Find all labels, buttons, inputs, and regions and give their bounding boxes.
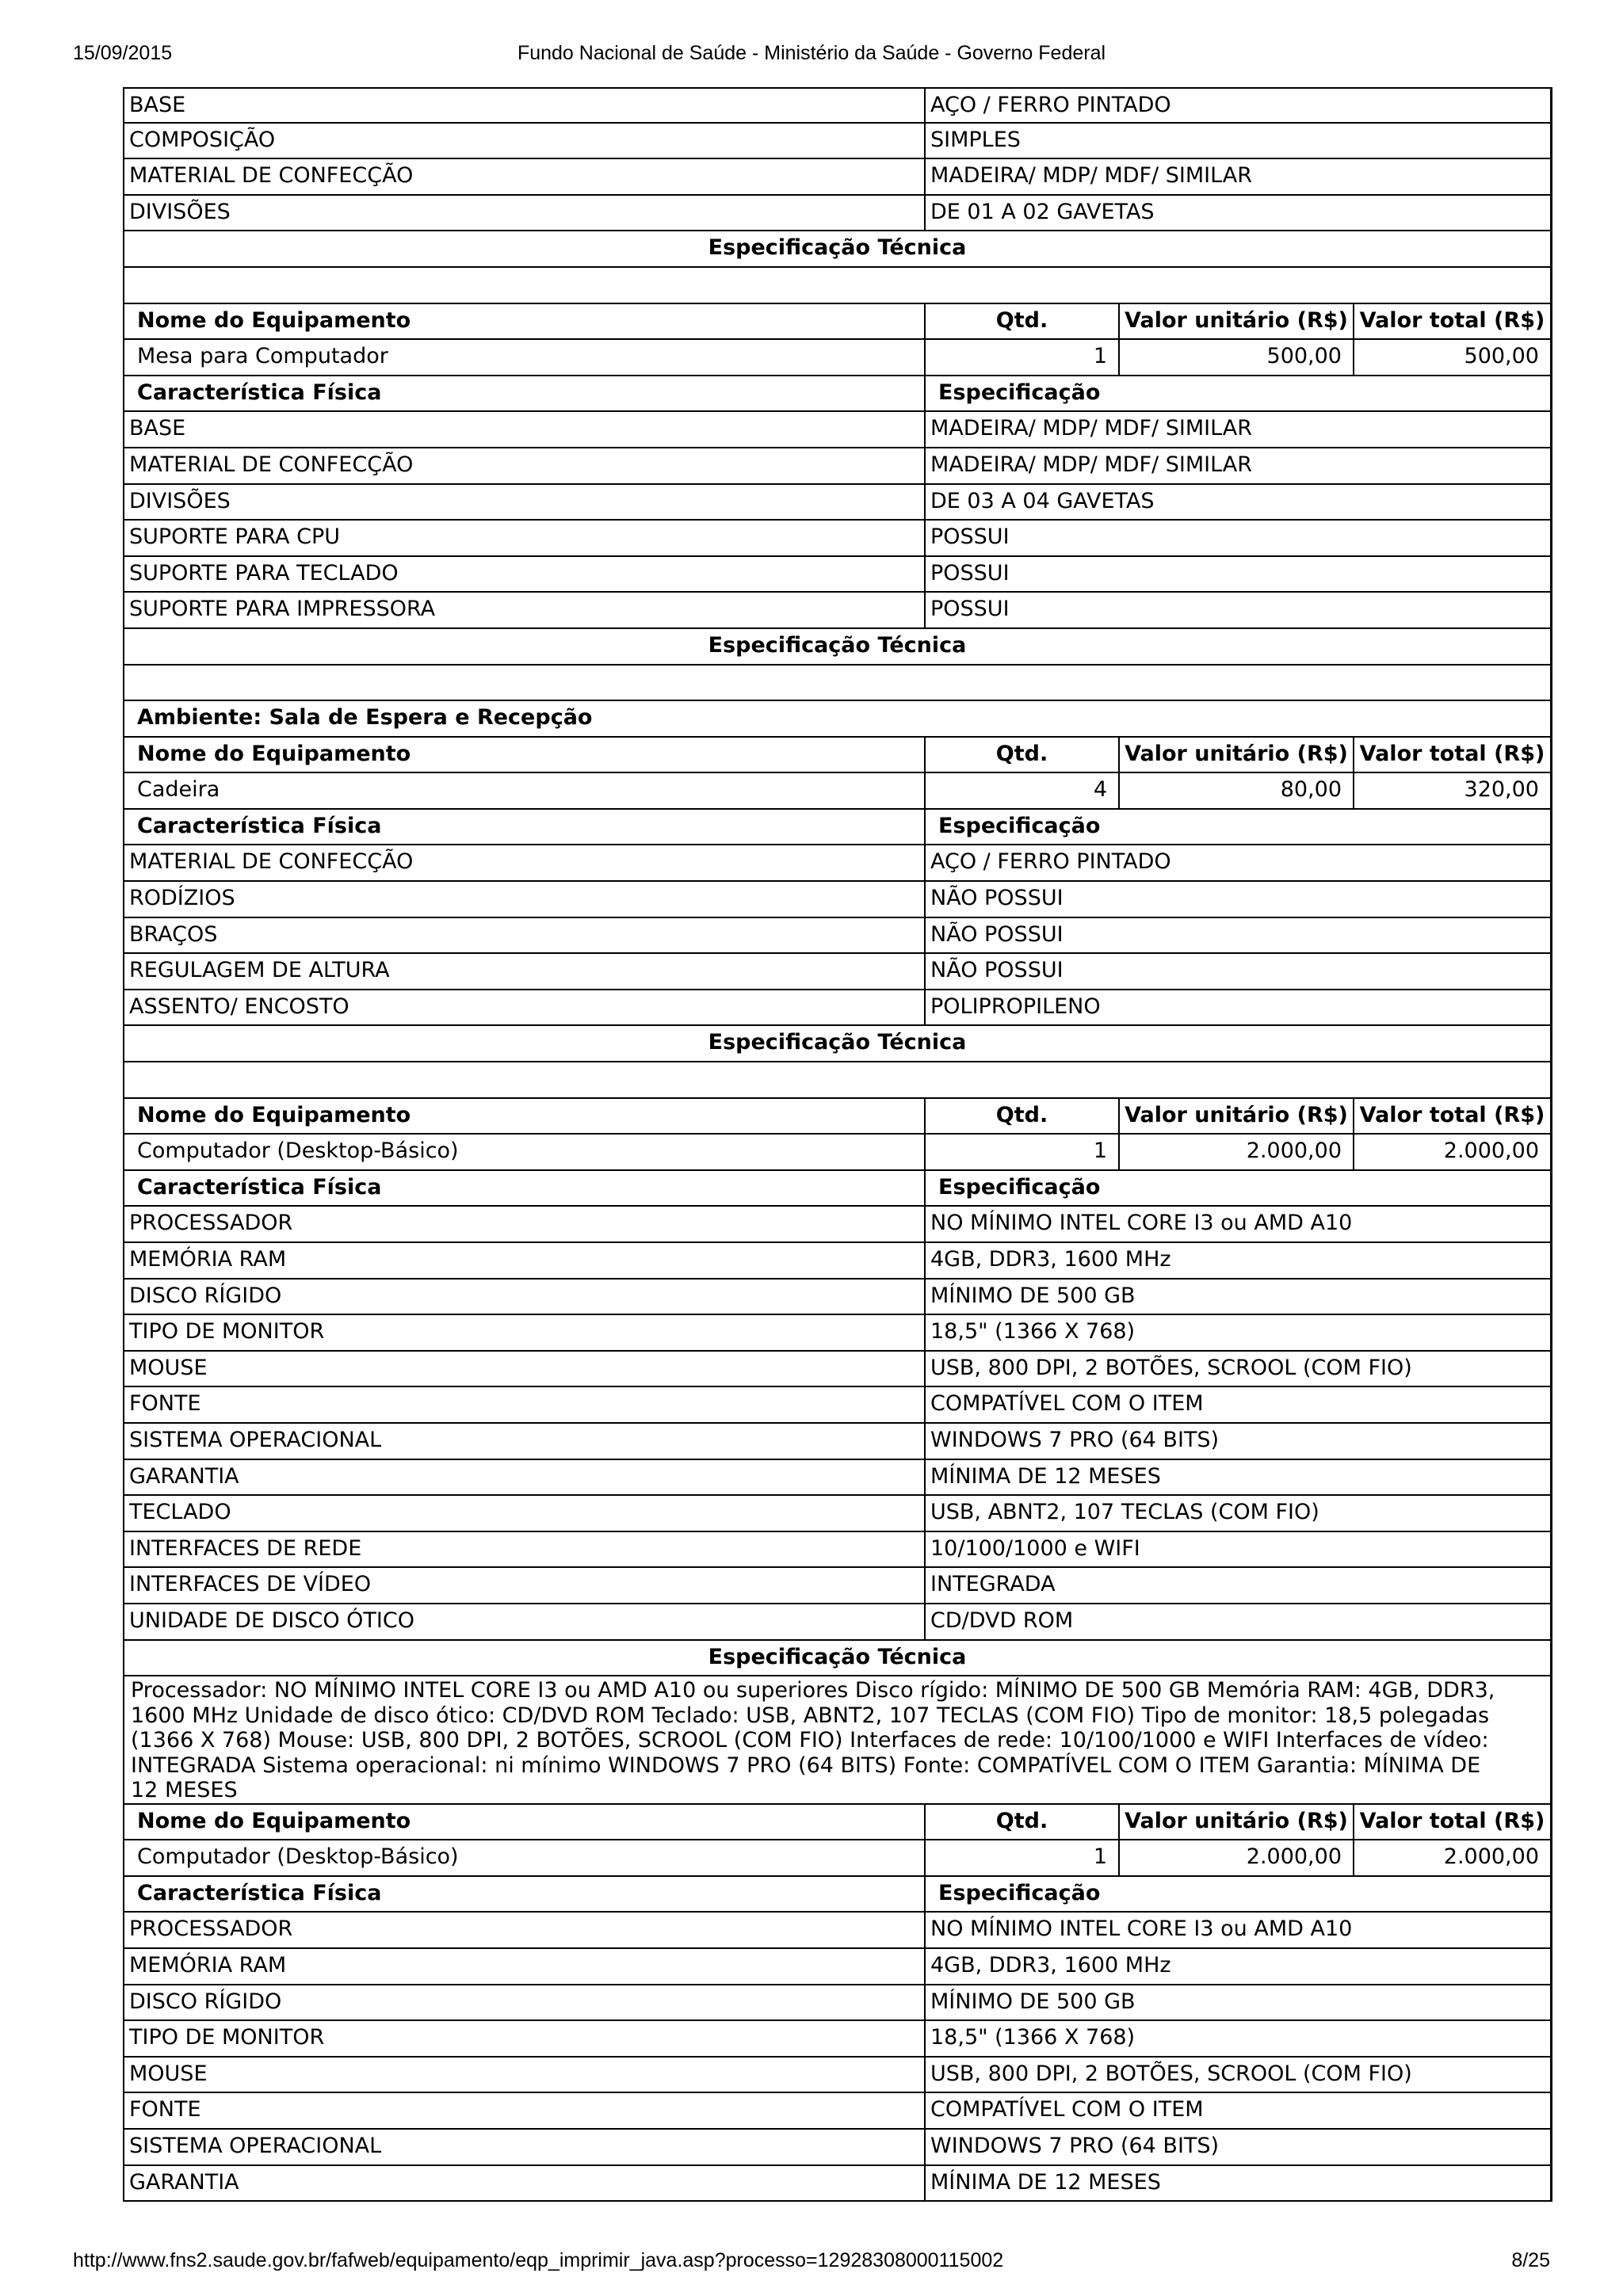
environment-title: Ambiente: Sala de Espera e Recepção bbox=[137, 705, 593, 730]
table-row bbox=[123, 1913, 1552, 1949]
equipment-name: Mesa para Computador bbox=[137, 344, 388, 369]
header-equipment-name: Nome do Equipamento bbox=[137, 1102, 411, 1127]
spec-description-line: 1600 MHz Unidade de disco ótico: CD/DVD ROM Teclado: USB, ABNT2, 107 TECLAS (COM FIO) Tipo de monitor: 18,5 polegadas bbox=[131, 1703, 1490, 1728]
characteristic-name: RODÍZIOS bbox=[129, 886, 235, 911]
characteristic-name: MEMÓRIA RAM bbox=[129, 1247, 287, 1272]
characteristic-value: MÍNIMO DE 500 GB bbox=[924, 1985, 1550, 2020]
empty-row bbox=[123, 268, 1552, 304]
characteristic-value: USB, 800 DPI, 2 BOTÕES, SCROOL (COM FIO) bbox=[924, 1352, 1550, 1386]
equipment-unit-value: 500,00 bbox=[1118, 340, 1353, 375]
characteristic-name: DIVISÕES bbox=[129, 199, 231, 224]
characteristic-value: COMPATÍVEL COM O ITEM bbox=[924, 2093, 1550, 2128]
characteristic-name: MATERIAL DE CONFECÇÃO bbox=[129, 452, 414, 477]
header-characteristic: Característica Física bbox=[137, 1880, 382, 1905]
equipment-total-value: 320,00 bbox=[1353, 773, 1550, 808]
page-title: Fundo Nacional de Saúde - Ministério da Saúde - Governo Federal bbox=[517, 42, 1106, 64]
spec-title-row bbox=[123, 231, 1552, 268]
characteristic-name: SUPORTE PARA IMPRESSORA bbox=[129, 597, 436, 622]
spec-description-line: (1366 X 768) Mouse: USB, 800 DPI, 2 BOTÕES, SCROOL (COM FIO) Interfaces de rede: 10/100/1000 e WIFI Interfaces de vídeo: bbox=[131, 1728, 1489, 1753]
characteristic-value: CD/DVD ROM bbox=[924, 1604, 1550, 1639]
characteristic-value: 18,5" (1366 X 768) bbox=[924, 1315, 1550, 1350]
table-row bbox=[123, 1387, 1552, 1424]
characteristic-value: POSSUI bbox=[924, 593, 1550, 627]
empty-cell bbox=[124, 268, 1550, 303]
characteristic-value: MÍNIMA DE 12 MESES bbox=[924, 1460, 1550, 1495]
equipment-unit-value: 2.000,00 bbox=[1118, 1840, 1353, 1875]
table-row bbox=[123, 485, 1552, 521]
characteristic-value: DE 03 A 04 GAVETAS bbox=[924, 485, 1550, 520]
table-row bbox=[123, 124, 1552, 160]
equipment-qtd: 1 bbox=[924, 340, 1118, 375]
header-characteristic: Característica Física bbox=[137, 813, 382, 838]
characteristic-value: WINDOWS 7 PRO (64 BITS) bbox=[924, 1424, 1550, 1459]
table-row bbox=[123, 412, 1552, 448]
characteristic-name: PROCESSADOR bbox=[129, 1211, 293, 1236]
characteristic-name: MEMÓRIA RAM bbox=[129, 1953, 287, 1978]
characteristic-header-row bbox=[123, 1171, 1552, 1207]
equipment-unit-value: 80,00 bbox=[1118, 773, 1353, 808]
table-row bbox=[123, 1532, 1552, 1569]
empty-row bbox=[123, 666, 1552, 702]
page-url: http://www.fns2.saude.gov.br/fafweb/equipamento/eqp_imprimir_java.asp?processo=12928308000115002 bbox=[73, 2249, 1004, 2271]
header-total-value: Valor total (R$) bbox=[1353, 1099, 1550, 1134]
table-row bbox=[123, 1207, 1552, 1243]
header-unit-value: Valor unitário (R$) bbox=[1118, 738, 1353, 772]
characteristic-value: 4GB, DDR3, 1600 MHz bbox=[924, 1949, 1550, 1984]
spec-title: Especificação Técnica bbox=[708, 632, 967, 658]
characteristic-name: PROCESSADOR bbox=[129, 1917, 293, 1942]
spec-title: Especificação Técnica bbox=[708, 235, 967, 261]
characteristic-name: GARANTIA bbox=[129, 1463, 239, 1489]
characteristic-name: BASE bbox=[129, 93, 186, 117]
header-specification: Especificação bbox=[924, 1171, 1550, 1206]
header-qtd: Qtd. bbox=[924, 304, 1118, 339]
spec-description-line: INTEGRADA Sistema operacional: ni mínimo WINDOWS 7 PRO (64 BITS) Fonte: COMPATÍVEL COM O ITEM Garantia: MÍNIMA DE bbox=[131, 1753, 1481, 1778]
characteristic-header-row bbox=[123, 376, 1552, 413]
header-total-value: Valor total (R$) bbox=[1353, 304, 1550, 339]
table-row bbox=[123, 1568, 1552, 1604]
equipment-header-row bbox=[123, 304, 1552, 341]
equipment-name: Computador (Desktop-Básico) bbox=[137, 1844, 459, 1870]
equipment-name: Computador (Desktop-Básico) bbox=[137, 1138, 459, 1164]
table-row bbox=[123, 2130, 1552, 2166]
equipment-qtd: 1 bbox=[924, 1840, 1118, 1875]
equipment-qtd: 4 bbox=[924, 773, 1118, 808]
table-row bbox=[123, 448, 1552, 485]
characteristic-value: MÍNIMA DE 12 MESES bbox=[924, 2166, 1550, 2201]
characteristic-name: ASSENTO/ ENCOSTO bbox=[129, 994, 349, 1019]
spec-title-row bbox=[123, 629, 1552, 666]
characteristic-name: SUPORTE PARA CPU bbox=[129, 524, 341, 550]
header-unit-value: Valor unitário (R$) bbox=[1118, 304, 1353, 339]
header-qtd: Qtd. bbox=[924, 1805, 1118, 1840]
characteristic-value: SIMPLES bbox=[924, 124, 1550, 158]
equipment-row bbox=[123, 340, 1552, 376]
characteristic-name: MATERIAL DE CONFECÇÃO bbox=[129, 163, 414, 189]
table-row bbox=[123, 918, 1552, 955]
header-qtd: Qtd. bbox=[924, 1099, 1118, 1134]
characteristic-value: AÇO / FERRO PINTADO bbox=[924, 89, 1550, 122]
header-equipment-name: Nome do Equipamento bbox=[137, 741, 411, 766]
characteristic-name: DISCO RÍGIDO bbox=[129, 1283, 282, 1308]
characteristic-value: MADEIRA/ MDP/ MDF/ SIMILAR bbox=[924, 412, 1550, 447]
table-row bbox=[123, 196, 1552, 232]
characteristic-value: COMPATÍVEL COM O ITEM bbox=[924, 1387, 1550, 1422]
header-characteristic: Característica Física bbox=[137, 379, 382, 405]
header-total-value: Valor total (R$) bbox=[1353, 738, 1550, 772]
characteristic-value: WINDOWS 7 PRO (64 BITS) bbox=[924, 2130, 1550, 2164]
table-row bbox=[123, 1424, 1552, 1460]
table-row bbox=[123, 2058, 1552, 2094]
characteristic-value: NO MÍNIMO INTEL CORE I3 ou AMD A10 bbox=[924, 1913, 1550, 1947]
table-row bbox=[123, 1243, 1552, 1280]
characteristic-value: AÇO / FERRO PINTADO bbox=[924, 845, 1550, 880]
characteristic-name: INTERFACES DE REDE bbox=[129, 1535, 362, 1561]
characteristic-name: DISCO RÍGIDO bbox=[129, 1989, 282, 2014]
characteristic-name: MATERIAL DE CONFECÇÃO bbox=[129, 849, 414, 875]
spec-description-line: 12 MESES bbox=[131, 1778, 238, 1803]
characteristic-name: COMPOSIÇÃO bbox=[129, 127, 276, 152]
equipment-row bbox=[123, 1135, 1552, 1171]
header-unit-value: Valor unitário (R$) bbox=[1118, 1099, 1353, 1134]
characteristic-value: MÍNIMO DE 500 GB bbox=[924, 1280, 1550, 1314]
table-row bbox=[123, 1496, 1552, 1532]
table-row bbox=[123, 1280, 1552, 1316]
characteristic-value: NO MÍNIMO INTEL CORE I3 ou AMD A10 bbox=[924, 1207, 1550, 1241]
characteristic-value: POLIPROPILENO bbox=[924, 990, 1550, 1025]
characteristic-header-row bbox=[123, 810, 1552, 846]
characteristic-name: SISTEMA OPERACIONAL bbox=[129, 2133, 382, 2158]
equipment-total-value: 500,00 bbox=[1353, 340, 1550, 375]
characteristic-name: GARANTIA bbox=[129, 2169, 239, 2195]
characteristic-value: MADEIRA/ MDP/ MDF/ SIMILAR bbox=[924, 159, 1550, 194]
characteristic-name: TECLADO bbox=[129, 1500, 231, 1525]
empty-cell bbox=[124, 666, 1550, 700]
characteristic-name: TIPO DE MONITOR bbox=[129, 2025, 325, 2050]
characteristic-value: POSSUI bbox=[924, 557, 1550, 592]
table-row bbox=[123, 159, 1552, 196]
spec-description bbox=[123, 1676, 1552, 1805]
characteristic-name: TIPO DE MONITOR bbox=[129, 1319, 325, 1344]
spec-description-line: Processador: NO MÍNIMO INTEL CORE I3 ou AMD A10 ou superiores Disco rígido: MÍNIMO DE 500 GB Memória RAM: 4GB, DDR3, bbox=[131, 1678, 1495, 1703]
characteristic-name: UNIDADE DE DISCO ÓTICO bbox=[129, 1608, 414, 1633]
table-row bbox=[123, 2093, 1552, 2130]
table-row bbox=[123, 593, 1552, 629]
equipment-header-row bbox=[123, 738, 1552, 774]
table-row bbox=[123, 2021, 1552, 2058]
characteristic-name: FONTE bbox=[129, 1391, 201, 1417]
characteristic-name: REGULAGEM DE ALTURA bbox=[129, 958, 390, 983]
characteristic-name: BASE bbox=[129, 416, 186, 441]
characteristic-name: DIVISÕES bbox=[129, 488, 231, 513]
spec-title: Especificação Técnica bbox=[708, 1030, 967, 1055]
table-row bbox=[123, 1949, 1552, 1985]
header-characteristic: Característica Física bbox=[137, 1174, 382, 1199]
spec-title-row bbox=[123, 1641, 1552, 1677]
characteristic-value: USB, 800 DPI, 2 BOTÕES, SCROOL (COM FIO) bbox=[924, 2058, 1550, 2092]
characteristic-name: BRAÇOS bbox=[129, 921, 218, 947]
header-unit-value: Valor unitário (R$) bbox=[1118, 1805, 1353, 1840]
characteristic-value: POSSUI bbox=[924, 521, 1550, 555]
characteristic-value: 18,5" (1366 X 768) bbox=[924, 2021, 1550, 2056]
table-row bbox=[123, 1460, 1552, 1497]
empty-row bbox=[123, 1062, 1552, 1099]
table-row bbox=[123, 845, 1552, 882]
equipment-row bbox=[123, 773, 1552, 810]
environment-row bbox=[123, 701, 1552, 738]
print-date: 15/09/2015 bbox=[73, 42, 173, 64]
equipment-table bbox=[123, 87, 1552, 2234]
spec-title: Especificação Técnica bbox=[708, 1644, 967, 1669]
characteristic-value: 4GB, DDR3, 1600 MHz bbox=[924, 1243, 1550, 1278]
header-specification: Especificação bbox=[924, 1877, 1550, 1912]
equipment-header-row bbox=[123, 1805, 1552, 1841]
header-qtd: Qtd. bbox=[924, 738, 1118, 772]
characteristic-value: NÃO POSSUI bbox=[924, 954, 1550, 989]
header-specification: Especificação bbox=[924, 810, 1550, 845]
characteristic-value: INTEGRADA bbox=[924, 1568, 1550, 1603]
equipment-qtd: 1 bbox=[924, 1135, 1118, 1169]
table-row bbox=[123, 954, 1552, 990]
table-row bbox=[123, 557, 1552, 593]
characteristic-value: NÃO POSSUI bbox=[924, 882, 1550, 917]
characteristic-value: USB, ABNT2, 107 TECLAS (COM FIO) bbox=[924, 1496, 1550, 1531]
characteristic-value: MADEIRA/ MDP/ MDF/ SIMILAR bbox=[924, 448, 1550, 483]
characteristic-value: NÃO POSSUI bbox=[924, 918, 1550, 953]
header-total-value: Valor total (R$) bbox=[1353, 1805, 1550, 1840]
characteristic-value: DE 01 A 02 GAVETAS bbox=[924, 196, 1550, 231]
table-row bbox=[123, 1315, 1552, 1352]
spec-title-row bbox=[123, 1026, 1552, 1062]
table-row bbox=[123, 1985, 1552, 2022]
table-row bbox=[123, 1604, 1552, 1641]
equipment-row bbox=[123, 1840, 1552, 1877]
characteristic-header-row bbox=[123, 1877, 1552, 1913]
header-equipment-name: Nome do Equipamento bbox=[137, 1808, 411, 1833]
characteristic-name: SISTEMA OPERACIONAL bbox=[129, 1427, 382, 1452]
characteristic-name: MOUSE bbox=[129, 1355, 208, 1380]
characteristic-name: MOUSE bbox=[129, 2061, 208, 2086]
header-specification: Especificação bbox=[924, 376, 1550, 411]
equipment-total-value: 2.000,00 bbox=[1353, 1840, 1550, 1875]
table-row bbox=[123, 882, 1552, 918]
header-equipment-name: Nome do Equipamento bbox=[137, 307, 411, 333]
characteristic-name: SUPORTE PARA TECLADO bbox=[129, 560, 399, 585]
page-number: 8/25 bbox=[1511, 2249, 1550, 2271]
equipment-name: Cadeira bbox=[137, 777, 220, 803]
table-row bbox=[123, 87, 1552, 124]
characteristic-name: INTERFACES DE VÍDEO bbox=[129, 1572, 372, 1597]
table-row bbox=[123, 521, 1552, 557]
characteristic-name: FONTE bbox=[129, 2097, 201, 2122]
table-row bbox=[123, 2166, 1552, 2203]
equipment-unit-value: 2.000,00 bbox=[1118, 1135, 1353, 1169]
equipment-total-value: 2.000,00 bbox=[1353, 1135, 1550, 1169]
equipment-header-row bbox=[123, 1099, 1552, 1135]
empty-cell bbox=[124, 1062, 1550, 1097]
characteristic-value: 10/100/1000 e WIFI bbox=[924, 1532, 1550, 1567]
table-row bbox=[123, 990, 1552, 1027]
table-row bbox=[123, 1352, 1552, 1388]
